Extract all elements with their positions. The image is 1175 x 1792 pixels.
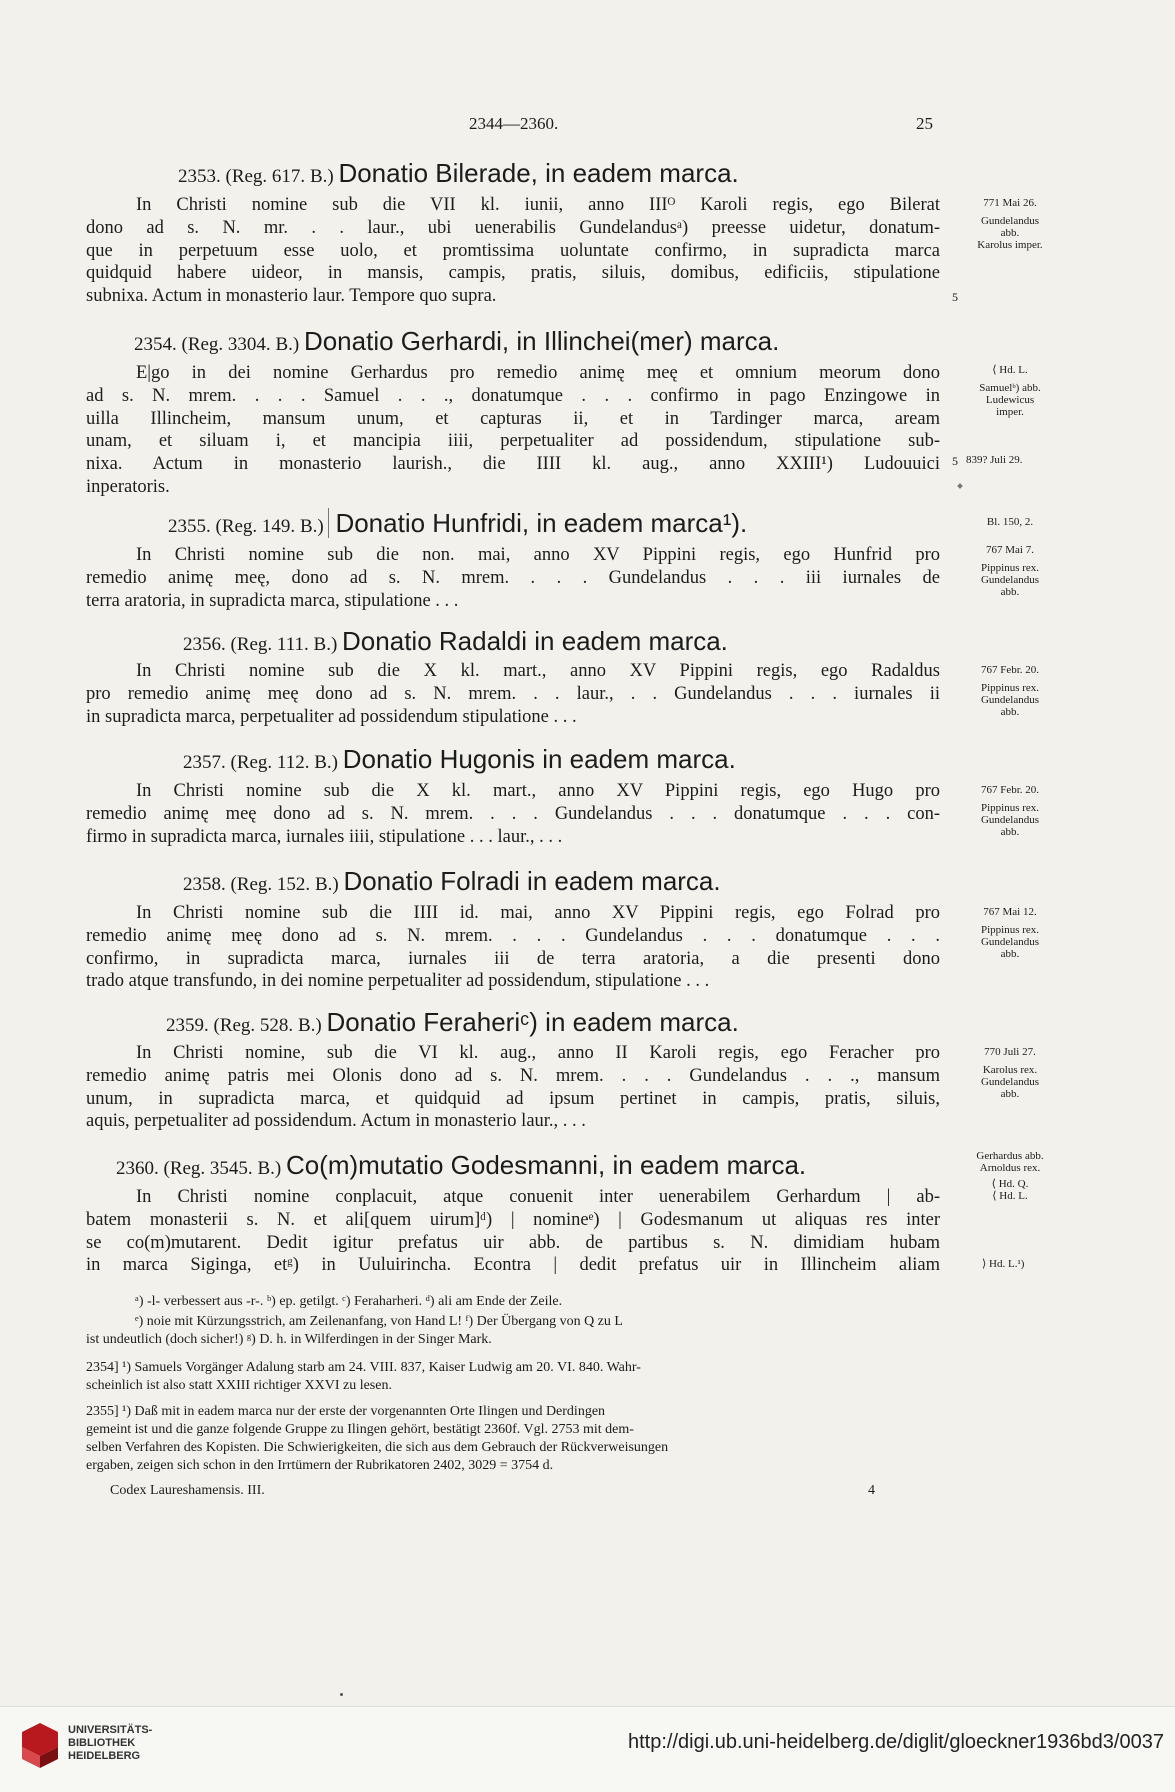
entry-heading-2356 [183, 626, 728, 657]
line-marker: 5 [952, 454, 958, 468]
running-header-range: 2344—2360. [469, 114, 559, 133]
text-line: aquis, perpetualiter ad possidendum. Actum in monasterio laur., . . . [86, 1111, 586, 1132]
signature-right: 4 [868, 1483, 875, 1498]
commentary-line: 2355] ¹) Daß mit in eadem marca nur der erste der vorgenannten Orte Ilingen und Derdingen [86, 1404, 606, 1419]
text-line: que in perpetuum esse uolo, et promtissima uoluntate confirmo, in supradicta marca [86, 240, 940, 261]
library-name [68, 1724, 152, 1763]
page-number: 25 [916, 114, 933, 133]
entry-heading-2355 [168, 508, 747, 539]
entry-title: Donatio Hunfridi, in eadem marca¹). [328, 508, 747, 538]
commentary-line: 2354] ¹) Samuels Vorgänger Adalung starb am 24. VIII. 837, Kaiser Ludwig am 20. VI. 840. Wahr- [86, 1360, 641, 1375]
margin-line: Ludewicus [985, 394, 1035, 406]
text-line: In Christi nomine sub die VII kl. iunii, anno IIIᴼ Karoli regis, ego Bilerat [136, 195, 940, 215]
margin-note-2353 [960, 197, 1060, 251]
entry-reg: (Reg. 3304. [181, 334, 271, 355]
text-line: quidquid habere uideor, in mansis, campis, pratis, siluis, domibus, edificiis, stipulatione [86, 263, 940, 284]
entry-number: 2354. [134, 334, 177, 355]
margin-line: Gundelandus [980, 694, 1040, 706]
margin-note-2356 [960, 664, 1060, 718]
text-line: In Christi nomine sub die X kl. mart., anno XV Pippini regis, ego Radaldus [136, 661, 940, 681]
text-line: pro remedio animę meę dono ad s. N. mrem. . . laur., . . Gundelandus . . . iurnales ii [86, 683, 940, 704]
margin-line: Gundelandus [980, 574, 1040, 586]
margin-line: ⟨ Hd. L. [992, 364, 1028, 376]
entry-heading-2358 [183, 866, 721, 897]
permalink-url[interactable]: http://digi.ub.uni-heidelberg.de/diglit/gloeckner1936bd3/0037 [628, 1731, 1164, 1753]
entry-number: 2359. [166, 1015, 209, 1036]
entry-body-2360 [86, 1186, 940, 1277]
entry-body-2355 [86, 544, 940, 612]
margin-line: abb. [1000, 948, 1020, 960]
text-line: In Christi nomine sub die non. mai, anno XV Pippini regis, ego Hunfrid pro [136, 545, 940, 565]
text-line: unum, in supradicta marca, et quidquid ad ipsum pertinet in campis, pratis, siluis, [86, 1088, 940, 1109]
margin-line: abb. [1000, 586, 1020, 598]
entry-number: 2357. [183, 752, 226, 773]
text-line: uilla Illincheim, mansum unum, et capturas ii, et in Tardinger marca, aream [86, 408, 940, 429]
margin-date: 767 Febr. 20. [980, 664, 1040, 676]
margin-line: abb. [1000, 826, 1020, 838]
text-line: dono ad s. N. mr. . . laur., ubi uenerabilis Gundelandusᵃ) preesse uidetur, donatum- [86, 217, 940, 238]
text-line: In Christi nomine conplacuit, atque conuenit inter uenerabilem Gerhardum | ab- [136, 1187, 940, 1207]
text-line: In Christi nomine sub die X kl. mart., anno XV Pippini regis, ego Hugo pro [136, 781, 940, 801]
margin-line: Pippinus rex. [980, 802, 1040, 814]
margin-line: Pippinus rex. [980, 924, 1040, 936]
margin-line: Bl. 150, 2. [986, 516, 1034, 528]
text-line: inperatoris. [86, 476, 170, 497]
entry-reg: (Reg. 3545. [163, 1158, 253, 1179]
entry-title: Donatio Folradi in eadem marca. [343, 866, 721, 896]
footnote-line: ist undeutlich (doch sicher!) ᵍ) D. h. in Wilferdingen in der Singer Mark. [86, 1332, 492, 1347]
line-marker: 5 [952, 290, 958, 304]
margin-line: Gerhardus abb. [976, 1150, 1044, 1162]
entry-title: Donatio Gerhardi, in Illinchei(mer) marca. [303, 326, 780, 356]
margin-note-2360 [960, 1150, 1060, 1202]
text-line: In Christi nomine, sub die VI kl. aug., anno II Karoli regis, ego Feracher pro [136, 1043, 940, 1063]
margin-line: Samuelᵇ) abb. [979, 382, 1041, 394]
entry-b: B.) [313, 634, 338, 655]
entry-body-2353 [86, 194, 940, 308]
entry-title: Donatio Radaldi in eadem marca. [342, 626, 728, 656]
entry-b: B.) [309, 166, 334, 187]
entry-reg: (Reg. 617. [225, 166, 306, 187]
text-line: se co(m)mutarent. Dedit igitur prefatus uir abb. de partibus s. N. dimidiam hubam [86, 1232, 940, 1253]
margin-note-2359 [960, 1046, 1060, 1100]
text-line: in supradicta marca, perpetualiter ad possidendum stipulatione . . . [86, 706, 577, 727]
scan-speck [957, 483, 963, 489]
margin-note-2354 [960, 364, 1060, 418]
margin-line: Gundelandus [980, 814, 1040, 826]
entry-body-2358 [86, 902, 940, 993]
margin-date: 770 Juli 27. [984, 1046, 1036, 1058]
margin-date: 767 Febr. 20. [980, 784, 1040, 796]
text-line: remedio animę meę, dono ad s. N. mrem. . . . Gundelandus . . . iii iurnales de [86, 567, 940, 588]
entry-number: 2360. [116, 1158, 159, 1179]
entry-number: 2356. [183, 634, 226, 655]
entry-heading-2353 [178, 158, 739, 189]
margin-line: Pippinus rex. [980, 562, 1040, 574]
text-line: terra aratoria, in supradicta marca, stipulatione . . . [86, 590, 459, 611]
text-line: remedio animę meę dono ad s. N. mrem. . . . Gundelandus . . . donatumque . . . [86, 925, 940, 946]
entry-body-2357 [86, 780, 940, 848]
entry-reg: (Reg. 152. [230, 874, 311, 895]
margin-line: Karolus imper. [977, 239, 1043, 251]
text-line: unam, et siluam i, et mancipia iiii, perpetualiter ad possidendum, stipulatione sub- [86, 431, 940, 452]
entry-reg: (Reg. 149. [215, 516, 296, 537]
margin-line: Karolus rex. [982, 1064, 1038, 1076]
entry-reg: (Reg. 528. [213, 1015, 294, 1036]
entry-number: 2358. [183, 874, 226, 895]
entry-title: Donatio Bilerade, in eadem marca. [338, 158, 739, 188]
text-line: subnixa. Actum in monasterio laur. Tempore quo supra. [86, 286, 497, 307]
entry-body-2359 [86, 1042, 940, 1133]
margin-line: ⟨ Hd. Q. [991, 1178, 1029, 1190]
signature-left: Codex Laureshamensis. III. [110, 1483, 265, 1498]
entry-heading-2354 [134, 326, 779, 357]
margin-line: ⟨ Hd. L. [992, 1190, 1028, 1202]
entry-heading-2357 [183, 744, 736, 775]
margin-date: 767 Mai 7. [986, 544, 1034, 556]
margin-line: abb. [1000, 227, 1020, 239]
text-line: remedio animę patris mei Olonis dono ad s. N. mrem. . . . Gundelandus . . ., mansum [86, 1065, 940, 1086]
library-name-line: HEIDELBERG [68, 1750, 141, 1762]
library-name-line: BIBLIOTHEK [68, 1737, 136, 1749]
library-logo-icon [18, 1721, 62, 1769]
entry-b: B.) [314, 874, 339, 895]
entry-title: Co(m)mutatio Godesmanni, in eadem marca. [285, 1150, 807, 1180]
footer-bar [0, 1706, 1175, 1792]
commentary-line: scheinlich ist also statt XXIII richtiger XXVI zu lesen. [86, 1378, 392, 1393]
entry-reg: (Reg. 112. [230, 752, 310, 773]
text-line: in marca Siginga, etᵍ) in Uuluirincha. Econtra | dedit prefatus uir in Illincheim aliam [86, 1255, 940, 1276]
margin-date: 767 Mai 12. [983, 906, 1037, 918]
margin-note-hand: ⟩ Hd. L.¹) [982, 1258, 1025, 1270]
margin-line: Gundelandus [980, 1076, 1040, 1088]
margin-line: imper. [996, 406, 1024, 418]
entry-number: 2355. [168, 516, 211, 537]
entry-b: B.) [314, 752, 338, 773]
commentary-line: gemeint ist und die ganze folgende Gruppe zu Ilingen gehört, bestätigt 2360f. Vgl. 2753 mit dem- [86, 1422, 634, 1437]
entry-b: B.) [257, 1158, 282, 1179]
margin-line: Gundelandus [980, 215, 1040, 227]
entry-b: B.) [275, 334, 300, 355]
margin-note-2357 [960, 784, 1060, 838]
margin-line: Pippinus rex. [980, 682, 1040, 694]
margin-line: Gundelandus [980, 936, 1040, 948]
footnote-line: ᵉ) noie mit Kürzungsstrich, am Zeilenanfang, von Hand L! ᶠ) Der Übergang von Q zu L [135, 1314, 623, 1329]
margin-note-2358 [960, 906, 1060, 960]
text-line: confirmo, in supradicta marca, iurnales iii de terra aratoria, a die presenti dono [86, 948, 940, 969]
text-line: firmo in supradicta marca, iurnales iiii, stipulatione . . . laur., . . . [86, 826, 563, 847]
margin-line: abb. [1000, 706, 1020, 718]
entry-body-2354 [86, 362, 940, 499]
library-name-line: UNIVERSITÄTS- [68, 1724, 153, 1736]
entry-b: B.) [297, 1015, 322, 1036]
footnote-line: ᵃ) -l- verbessert aus -r-. ᵇ) ep. getilgt. ᶜ) Feraharheri. ᵈ) ali am Ende der Zeile. [135, 1294, 563, 1309]
margin-date: 839? Juli 29. [966, 454, 1023, 466]
commentary-line: ergaben, zeigen sich schon in den Irrtümern der Rubrikatoren 2402, 3029 = 3754 d. [86, 1458, 554, 1473]
entry-b: B.) [299, 516, 324, 537]
text-line: E|go in dei nomine Gerhardus pro remedio animę meę et omnium meorum dono [136, 363, 940, 383]
text-line: nixa. Actum in monasterio laurish., die IIII kl. aug., anno XXIII¹) Ludouuici [86, 454, 940, 475]
entry-title: Donatio Feraheriᶜ) in eadem marca. [326, 1007, 739, 1037]
text-line: remedio animę meę dono ad s. N. mrem. . . . Gundelandus . . . donatumque . . . con- [86, 803, 940, 824]
margin-note-2355 [960, 516, 1060, 598]
entry-number: 2353. [178, 166, 221, 187]
scan-speck [340, 1693, 343, 1696]
text-line: trado atque transfundo, in dei nomine perpetualiter ad possidendum, stipulatione . . . [86, 971, 710, 992]
entry-heading-2360 [116, 1150, 806, 1181]
entry-heading-2359 [166, 1007, 739, 1038]
commentary-line: selben Verfahren des Kopisten. Die Schwierigkeiten, die sich aus dem Gebrauch der Rückverweisungen [86, 1440, 669, 1455]
margin-line: Arnoldus rex. [979, 1162, 1041, 1174]
text-line: batem monasterii s. N. et ali[quem uirum]ᵈ) | nomineᵉ) | Godesmanum ut aliquas res inter [86, 1209, 940, 1230]
text-line: In Christi nomine sub die IIII id. mai, anno XV Pippini regis, ego Folrad pro [136, 903, 940, 923]
margin-date: 771 Mai 26. [983, 197, 1037, 209]
entry-body-2356 [86, 660, 940, 728]
text-line: ad s. N. mrem. . . . Samuel . . ., donatumque . . . confirmo in pago Enzingowe in [86, 385, 940, 406]
entry-reg: (Reg. 111. [230, 634, 309, 655]
margin-line: abb. [1000, 1088, 1020, 1100]
entry-title: Donatio Hugonis in eadem marca. [342, 744, 736, 774]
